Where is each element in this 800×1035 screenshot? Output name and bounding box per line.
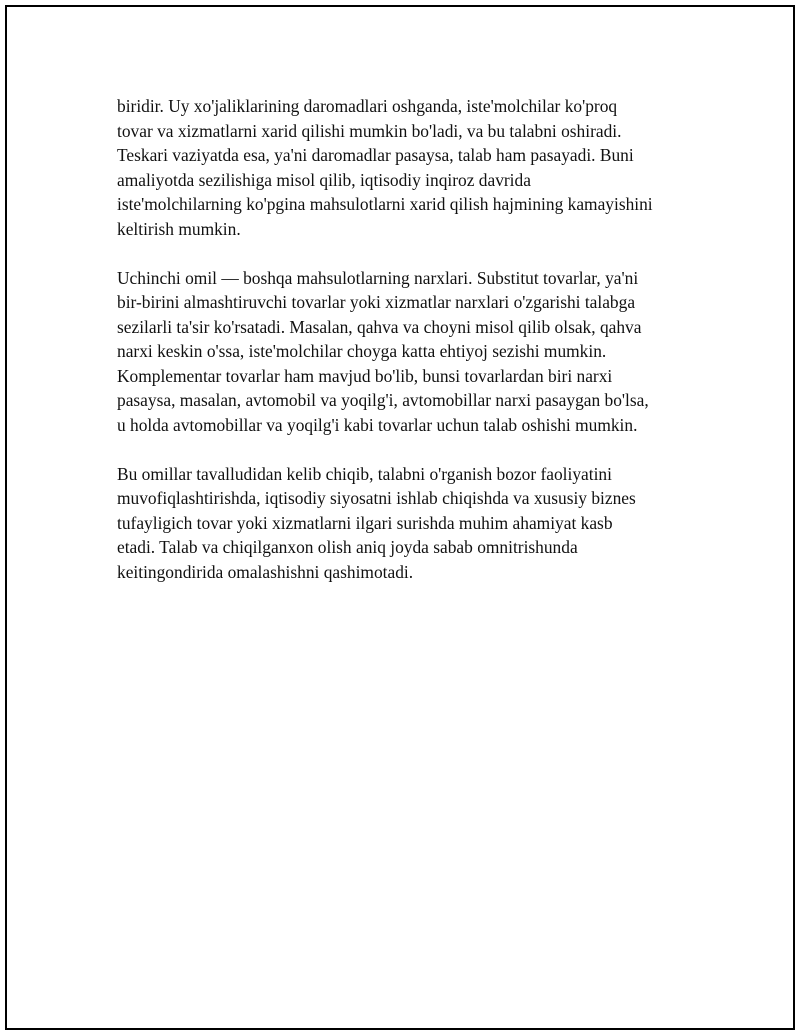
text-line: sezilarli ta'sir ko'rsatadi. Masalan, qahva va choyni misol qilib olsak, qahva — [117, 316, 642, 337]
text-line: biridir. Uy xo'jaliklarining daromadlari oshganda, iste'molchilar ko'proq — [117, 96, 618, 116]
text-line: pasaysa, masalan, avtomobil va yoqilg'i, avtomobillar narxi pasaygan bo'lsa, — [117, 390, 649, 410]
text-line: bir-birini almashtiruvchi tovarlar yoki xizmatlar narxlari o'zgarishi talabga — [117, 292, 636, 312]
text-line: Uchinchi omil — boshqa mahsulotlarning narxlari. Substitut tovarlar, ya'ni — [117, 267, 639, 288]
text-line: tufayligich tovar yoki xizmatlarni ilgari surishda muhim ahamiyat kasb — [117, 512, 613, 533]
text-line: Teskari vaziyatda esa, ya'ni daromadlar pasaysa, talab ham pasayadi. Buni — [117, 145, 634, 165]
paragraph-related-prices — [117, 266, 697, 438]
text-line: tovar va xizmatlarni xarid qilishi mumkin bo'ladi, va bu talabni oshiradi. — [117, 120, 622, 141]
paragraph-income — [117, 94, 697, 241]
text-line: etadi. Talab va chiqilganxon olish aniq joyda sabab omnitrishunda — [117, 537, 578, 557]
paragraph-conclusion — [117, 462, 697, 585]
document-body — [117, 94, 697, 609]
text-line: Komplementar tovarlar ham mavjud bo'lib, bunsi tovarlardan biri narxi — [117, 365, 613, 386]
text-line: narxi keskin o'ssa, iste'molchilar choyga katta ehtiyoj sezishi mumkin. — [117, 341, 607, 361]
text-line: muvofiqlashtirishda, iqtisodiy siyosatni ishlab chiqishda va xususiy biznes — [117, 488, 636, 508]
text-line: iste'molchilarning ko'pgina mahsulotlarni xarid qilish hajmining kamayishini — [117, 194, 653, 214]
text-line: Bu omillar tavalludidan kelib chiqib, talabni o'rganish bozor faoliyatini — [117, 463, 612, 484]
document-page — [5, 5, 795, 1030]
text-line: keitingondirida omalashishni qashimotadi. — [117, 561, 414, 582]
text-line: amaliyotda sezilishiga misol qilib, iqtisodiy inqiroz davrida — [117, 169, 531, 190]
text-line: u holda avtomobillar va yoqilg'i kabi tovarlar uchun talab oshishi mumkin. — [117, 414, 638, 435]
text-line: keltirish mumkin. — [117, 218, 241, 239]
